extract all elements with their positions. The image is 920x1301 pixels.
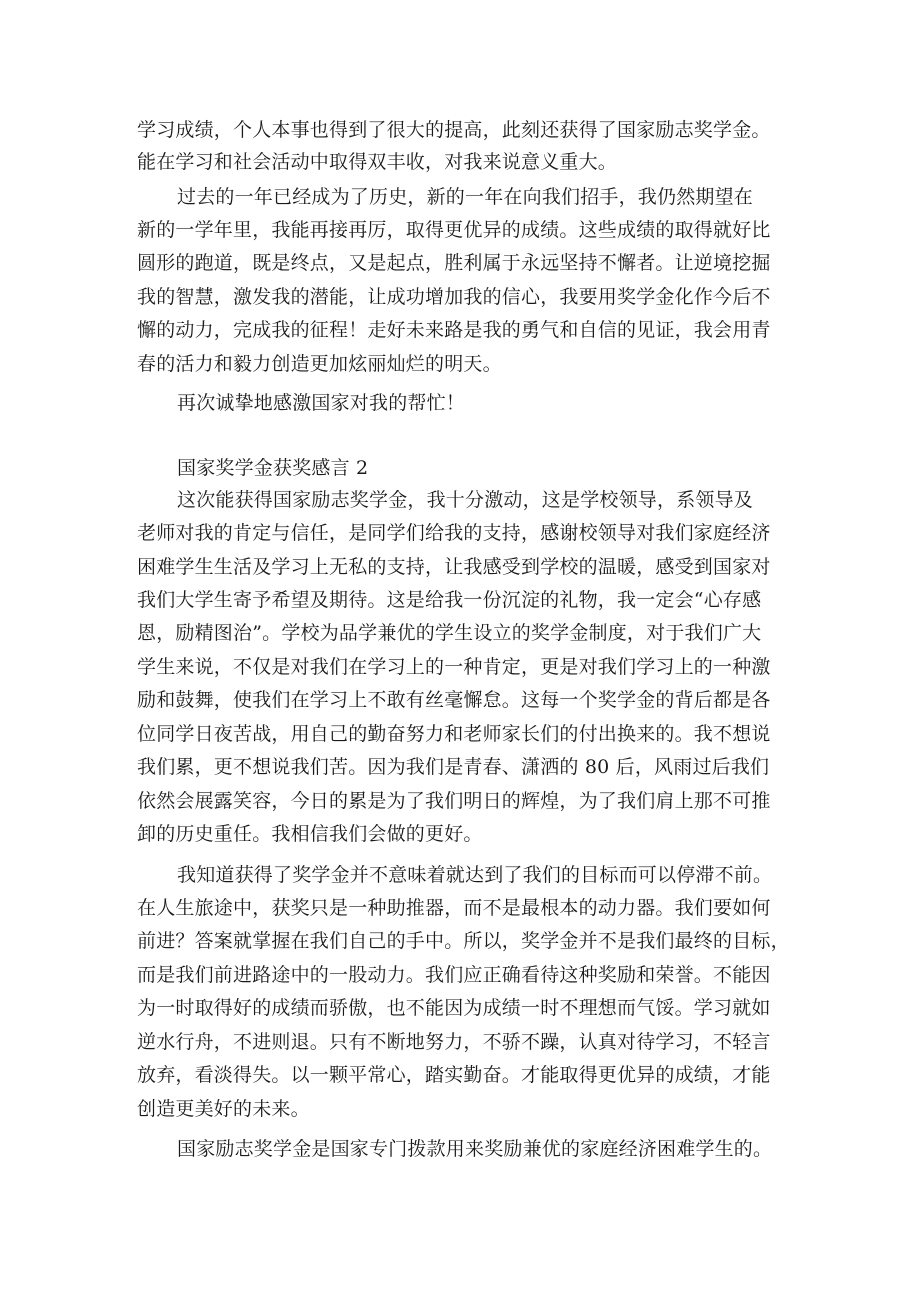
text-line: 创造更美好的未来。 xyxy=(137,1098,310,1120)
text-line: 依然会展露笑容，今日的累是为了我们明日的辉煌，为了我们肩上那不可推 xyxy=(137,790,771,812)
text-line: 而是我们前进路途中的一股动力。我们应正确看待这种奖励和荣誉。不能因 xyxy=(137,964,771,986)
text-line: 我们累，更不想说我们苦。因为我们是青春、潇洒的 80 后，风雨过后我们 xyxy=(137,756,770,778)
text-line: 学生来说，不仅是对我们在学习上的一种肯定，更是对我们学习上的一种激 xyxy=(137,656,771,678)
text-line: 前进？答案就掌握在我们自己的手中。所以，奖学金并不是我们最终的目标， xyxy=(137,930,790,952)
text-line: 放弃，看淡得失。以一颗平常心，踏实勤奋。才能取得更优异的成绩，才能 xyxy=(137,1064,771,1086)
text-line: 励和鼓舞，使我们在学习上不敢有丝毫懈怠。这每一个奖学金的背后都是各 xyxy=(137,689,771,711)
text-line: 逆水行舟，不进则退。只有不断地努力，不骄不躁，认真对待学习，不轻言 xyxy=(137,1031,771,1053)
text-line: 圆形的跑道，既是终点，又是起点，胜利属于永远坚持不懈者。让逆境挖掘 xyxy=(137,252,771,274)
text-line: 恩，励精图治”。学校为品学兼优的学生设立的奖学金制度，对于我们广大 xyxy=(137,622,762,644)
text-line: 我知道获得了奖学金并不意味着就达到了我们的目标而可以停滞不前。 xyxy=(177,864,773,886)
section-heading: 国家奖学金获奖感言 2 xyxy=(177,457,369,479)
text-line: 困难学生生活及学习上无私的支持，让我感受到学校的温暖，感受到国家对 xyxy=(137,556,771,578)
text-line: 在人生旅途中，获奖只是一种助推器，而不是最根本的动力器。我们要如何 xyxy=(137,897,771,919)
text-line: 过去的一年已经成为了历史，新的一年在向我们招手，我仍然期望在 xyxy=(177,186,754,208)
text-line: 我的智慧，激发我的潜能，让成功增加我的信心，我要用奖学金化作今后不 xyxy=(137,286,771,308)
text-line: 春的活力和毅力创造更加炫丽灿烂的明天。 xyxy=(137,353,502,375)
text-line: 这次能获得国家励志奖学金，我十分激动，这是学校领导，系领导及 xyxy=(177,489,754,511)
text-line: 学习成绩，个人本事也得到了很大的提高，此刻还获得了国家励志奖学金。 xyxy=(137,119,771,141)
text-line: 国家励志奖学金是国家专门拨款用来奖励兼优的家庭经济困难学生的。 xyxy=(177,1138,773,1160)
text-line: 懈的动力，完成我的征程！走好未来路是我的勇气和自信的见证，我会用青 xyxy=(137,319,771,341)
text-line: 位同学日夜苦战，用自己的勤奋努力和老师家长们的付出换来的。我不想说 xyxy=(137,723,771,745)
text-line: 能在学习和社会活动中取得双丰收，对我来说意义重大。 xyxy=(137,151,618,173)
text-line: 再次诚挚地感激国家对我的帮忙！ xyxy=(177,392,466,414)
text-line: 卸的历史重任。我相信我们会做的更好。 xyxy=(137,823,483,845)
text-line: 我们大学生寄予希望及期待。这是给我一份沉淀的礼物，我一定会“心存感 xyxy=(137,589,762,611)
text-line: 为一时取得好的成绩而骄傲，也不能因为成绩一时不理想而气馁。学习就如 xyxy=(137,997,771,1019)
text-line: 老师对我的肯定与信任，是同学们给我的支持，感谢校领导对我们家庭经济 xyxy=(137,522,771,544)
text-line: 新的一学年里，我能再接再厉，取得更优异的成绩。这些成绩的取得就好比 xyxy=(137,219,771,241)
